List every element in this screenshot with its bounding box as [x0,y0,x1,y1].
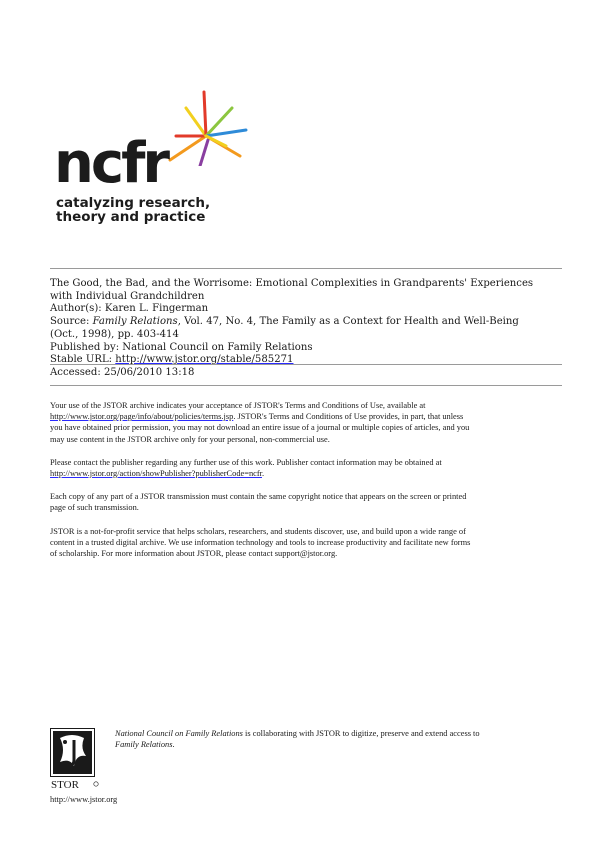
terms-paragraph-4 [50,526,562,560]
terms-p2-line-2 [50,468,562,479]
terms-p1-line-2 [50,411,562,422]
source-journal: Family Relations [92,316,178,328]
article-metadata [50,278,562,367]
terms-p1-line-2-rest: . JSTOR's Terms and Conditions of Use provides, in part, that unless [233,412,464,422]
article-title-line-1: The Good, the Bad, and the Worrisome: Emotional Complexities in Grandparents' Experiences [50,278,534,289]
logo-wordmark: ncfr [54,131,168,196]
accessed-date: Accessed: 25/06/2010 13:18 [50,367,195,378]
terms-p4-line-3: of scholarship. For more information about JSTOR, please contact support@jstor.org. [50,549,338,559]
terms-paragraph-3 [50,491,562,513]
stable-url-prefix: Stable URL: [50,354,116,366]
footer-org: National Council on Family Relations [115,729,243,738]
terms-body [50,400,562,571]
stable-url-link[interactable]: http://www.jstor.org/stable/585271 [115,354,294,366]
terms-p4-line-1: JSTOR is a not-for-profit service that helps scholars, researchers, and students discover, use, and build upon a wide range of [50,526,466,536]
lower-divider [50,385,562,386]
top-divider [50,268,562,269]
jstor-logo-icon [50,728,100,790]
publisher-link[interactable]: http://www.jstor.org/action/showPublisher?publisherCode=ncfr [50,469,262,479]
jstor-logo-text: STOR [51,779,79,790]
source-prefix: Source: [50,316,93,328]
logo-tagline [56,196,210,224]
source-rest: , Vol. 47, No. 4, The Family as a Context for Health and Well-Being [177,316,519,328]
footer-text: is collaborating with JSTOR to digitize, preserve and extend access to [242,729,480,738]
article-title-line-2: with Individual Grandchildren [50,290,205,302]
footer-collaboration-note [115,728,560,750]
ncfr-logo [54,86,234,226]
terms-p3-line-1: Each copy of any part of a JSTOR transmission must contain the same copyright notice that appears on the screen or printed [50,492,467,502]
terms-p3-line-2: page of such transmission. [50,503,139,513]
article-authors: Author(s): Karen L. Fingerman [50,303,209,315]
logo-tagline-line-1: catalyzing research, [56,195,211,211]
mid-divider [50,364,562,365]
terms-p4-line-2: content in a trusted digital archive. We use information technology and tools to increase productivity and facilitate new forms [50,537,471,547]
terms-paragraph-1 [50,400,562,445]
terms-paragraph-2 [50,457,562,479]
article-source [50,316,562,329]
jstor-url-link[interactable]: http://www.jstor.org [50,795,118,804]
terms-p2-line-1: Please contact the publisher regarding any further use of this work. Publisher contact information may be obtained at [50,457,442,467]
article-publisher: Published by: National Council on Family Relations [50,341,313,353]
terms-p1-line-1: Your use of the JSTOR archive indicates your acceptance of JSTOR's Terms and Conditions of Use, available at [50,401,426,410]
footer-journal: Family Relations [115,740,173,749]
terms-link[interactable]: http://www.jstor.org/page/info/about/policies/terms.jsp [50,412,234,422]
terms-p1-line-3: you have obtained prior permission, you may not download an entire issue of a journal or multiple copies of articles, and you [50,423,470,433]
terms-p1-line-4: may use content in the JSTOR archive only for your personal, non-commercial use. [50,434,330,444]
article-source-line-2: (Oct., 1998), pp. 403-414 [50,328,179,340]
footer-end: . [172,740,175,749]
article-stable-url [50,354,562,367]
logo-tagline-line-2: theory and practice [56,209,206,225]
terms-p2-end: . [261,469,265,479]
starburst-icon [166,86,276,166]
